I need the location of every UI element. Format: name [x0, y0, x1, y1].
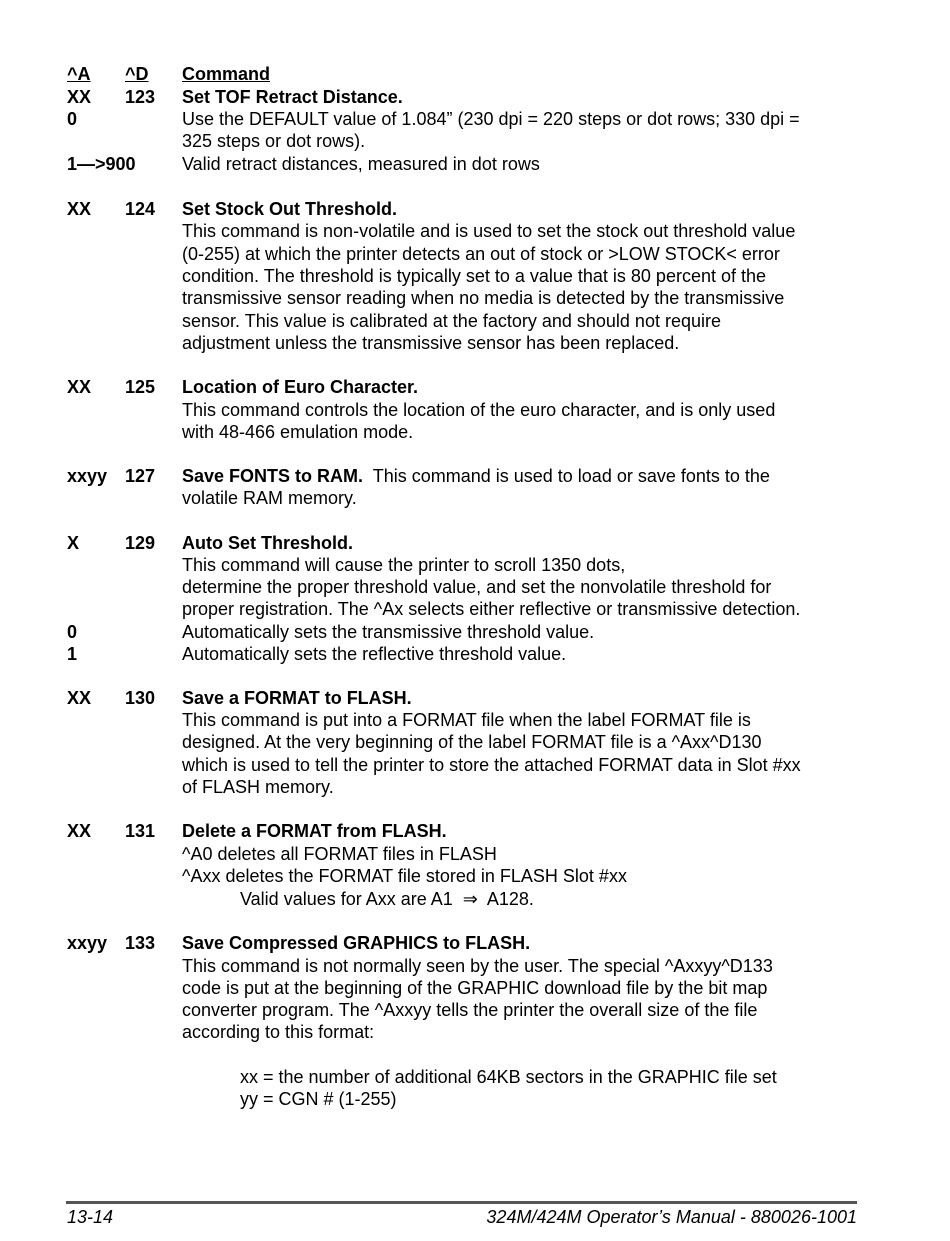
indented-line: yy = CGN # (1-255)	[240, 1089, 397, 1109]
param-value: 0	[67, 109, 78, 129]
param-a: X	[67, 533, 80, 553]
command-code: 129	[125, 533, 156, 553]
description-line: of FLASH memory.	[182, 777, 334, 797]
description-line: (0-255) at which the printer detects an out of stock or >LOW STOCK< error	[182, 244, 780, 264]
command-title: Auto Set Threshold.	[182, 533, 353, 553]
description-line: with 48-466 emulation mode.	[182, 422, 414, 442]
description-line: according to this format:	[182, 1022, 375, 1042]
command-title: Save Compressed GRAPHICS to FLASH.	[182, 933, 531, 953]
manual-title: 324M/424M Operator’s Manual - 880026-1001	[486, 1207, 857, 1227]
param-value: 1	[67, 644, 78, 664]
indented-line: Valid values for Axx are A1 ⇒ A128.	[240, 889, 534, 909]
command-title: Delete a FORMAT from FLASH.	[182, 821, 447, 841]
param-a: XX	[67, 821, 92, 841]
param-value: 0	[67, 622, 78, 642]
command-title: Save a FORMAT to FLASH.	[182, 688, 412, 708]
column-header-command: Command	[182, 64, 271, 84]
description-inline: This command is used to load or save fonts to the	[363, 466, 770, 486]
command-code: 125	[125, 377, 156, 397]
param-a: XX	[67, 87, 92, 107]
description-line: Automatically sets the transmissive threshold value.	[182, 622, 595, 642]
column-header-a: ^A	[67, 64, 91, 84]
description-line: This command will cause the printer to scroll 1350 dots,	[182, 555, 626, 575]
param-value: 1—>900	[67, 154, 136, 174]
command-code: 127	[125, 466, 156, 486]
param-a: XX	[67, 199, 92, 219]
description-line: Automatically sets the reflective threshold value.	[182, 644, 567, 664]
description-line: transmissive sensor reading when no media is detected by the transmissive	[182, 288, 785, 308]
command-title-line	[182, 465, 770, 487]
description-line: This command is non-volatile and is used to set the stock out threshold value	[182, 221, 796, 241]
description-line: proper registration. The ^Ax selects either reflective or transmissive detection.	[182, 599, 801, 619]
command-code: 131	[125, 821, 156, 841]
param-a: xxyy	[67, 933, 108, 953]
command-title: Save FONTS to RAM.	[182, 466, 364, 486]
description-line: This command is not normally seen by the user. The special ^Axxyy^D133	[182, 956, 773, 976]
description-line: code is put at the beginning of the GRAPHIC download file by the bit map	[182, 978, 768, 998]
command-code: 130	[125, 688, 156, 708]
column-header-d: ^D	[125, 64, 149, 84]
description-line: 325 steps or dot rows).	[182, 131, 366, 151]
param-a: XX	[67, 377, 92, 397]
description-line: ^A0 deletes all FORMAT files in FLASH	[182, 844, 497, 864]
description-line: ^Axx deletes the FORMAT file stored in FLASH Slot #xx	[182, 866, 627, 886]
command-title: Set TOF Retract Distance.	[182, 87, 403, 107]
command-code: 133	[125, 933, 156, 953]
description-line: designed. At the very beginning of the label FORMAT file is a ^Axx^D130	[182, 732, 762, 752]
description-line: Valid retract distances, measured in dot rows	[182, 154, 540, 174]
description-line: sensor. This value is calibrated at the factory and should not require	[182, 311, 721, 331]
page-number: 13-14	[67, 1207, 114, 1227]
param-a: xxyy	[67, 466, 108, 486]
indented-line: xx = the number of additional 64KB sectors in the GRAPHIC file set	[240, 1067, 777, 1087]
command-code: 123	[125, 87, 156, 107]
command-title: Location of Euro Character.	[182, 377, 419, 397]
description-line: converter program. The ^Axxyy tells the printer the overall size of the file	[182, 1000, 758, 1020]
description-line: determine the proper threshold value, and set the nonvolatile threshold for	[182, 577, 772, 597]
command-title: Set Stock Out Threshold.	[182, 199, 398, 219]
description-line: which is used to tell the printer to store the attached FORMAT data in Slot #xx	[182, 755, 801, 775]
param-a: XX	[67, 688, 92, 708]
description-line: adjustment unless the transmissive sensor has been replaced.	[182, 333, 680, 353]
footer-rule	[66, 1201, 857, 1204]
description-line: condition. The threshold is typically set to a value that is 80 percent of the	[182, 266, 767, 286]
command-code: 124	[125, 199, 156, 219]
description-line: This command controls the location of the euro character, and is only used	[182, 400, 776, 420]
description-line: This command is put into a FORMAT file when the label FORMAT file is	[182, 710, 751, 730]
description-line: volatile RAM memory.	[182, 488, 357, 508]
description-line: Use the DEFAULT value of 1.084” (230 dpi = 220 steps or dot rows; 330 dpi =	[182, 109, 800, 129]
